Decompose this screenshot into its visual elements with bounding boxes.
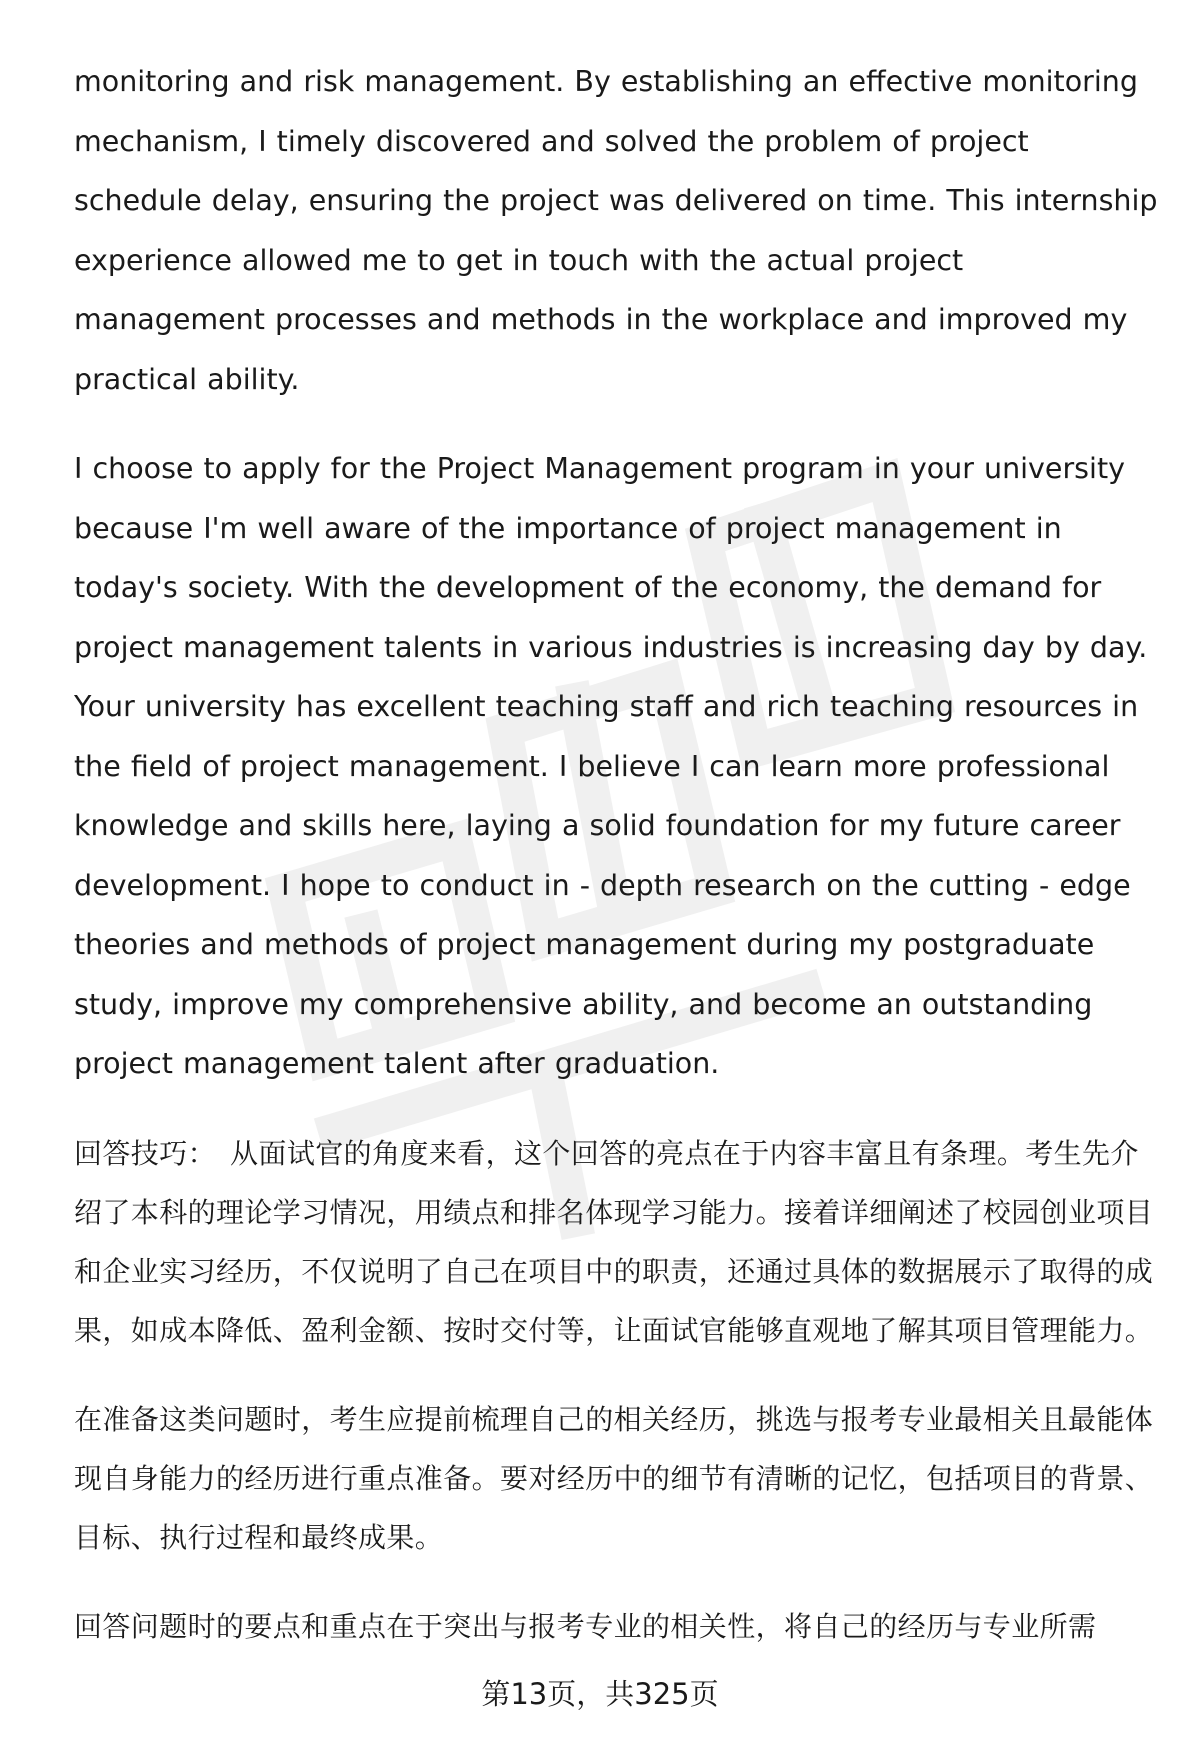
page-number: 第13页，共325页 [481,1677,719,1711]
answer-paragraph-1: monitoring and risk management. By establishing an effective monitoring mechanism, I timely discovered and solved the problem of project schedule delay, ensuring the project was delivered on time. This internship experience allowed me to get in touch with the actual project management processes and methods in the workplace and improved my practical ability. [74,65,1158,396]
answer-tip-paragraph [74,1124,1164,1360]
key-points-paragraph: 回答问题时的要点和重点在于突出与报考专业的相关性，将自己的经历与专业所需 [74,1609,1097,1643]
document-body [74,52,1164,1656]
answer-tip-label: 回答技巧： [74,1136,217,1170]
answer-tip-text: 从面试官的角度来看，这个回答的亮点在于内容丰富且有条理。考生先介绍了本科的理论学习情况，用绩点和排名体现学习能力。接着详细阐述了校园创业项目和企业实习经历，不仅说明了自己在项目中的职责，还通过具体的数据展示了取得的成果，如成本降低、盈利金额、按时交付等，让面试官能够直观地了解其项目管理能力。 [74,1136,1154,1347]
answer-paragraph-2: I choose to apply for the Project Management program in your university because I'm well aware of the importance of project management in today's society. With the development of the economy, the demand for project management talents in various industries is increasing day by day. Your university has excellent teaching staff and rich teaching resources in the field of project management. I believe I can learn more professional knowledge and skills here, laying a solid foundation for my future career development. I hope to conduct in - depth research on the cutting - edge theories and methods of project management during my postgraduate study, improve my comprehensive ability, and become an outstanding project management talent after graduation. [74,452,1148,1080]
preparation-paragraph: 在准备这类问题时，考生应提前梳理自己的相关经历，挑选与报考专业最相关且最能体现自身能力的经历进行重点准备。要对经历中的细节有清晰的记忆，包括项目的背景、目标、执行过程和最终成果。 [74,1402,1154,1554]
